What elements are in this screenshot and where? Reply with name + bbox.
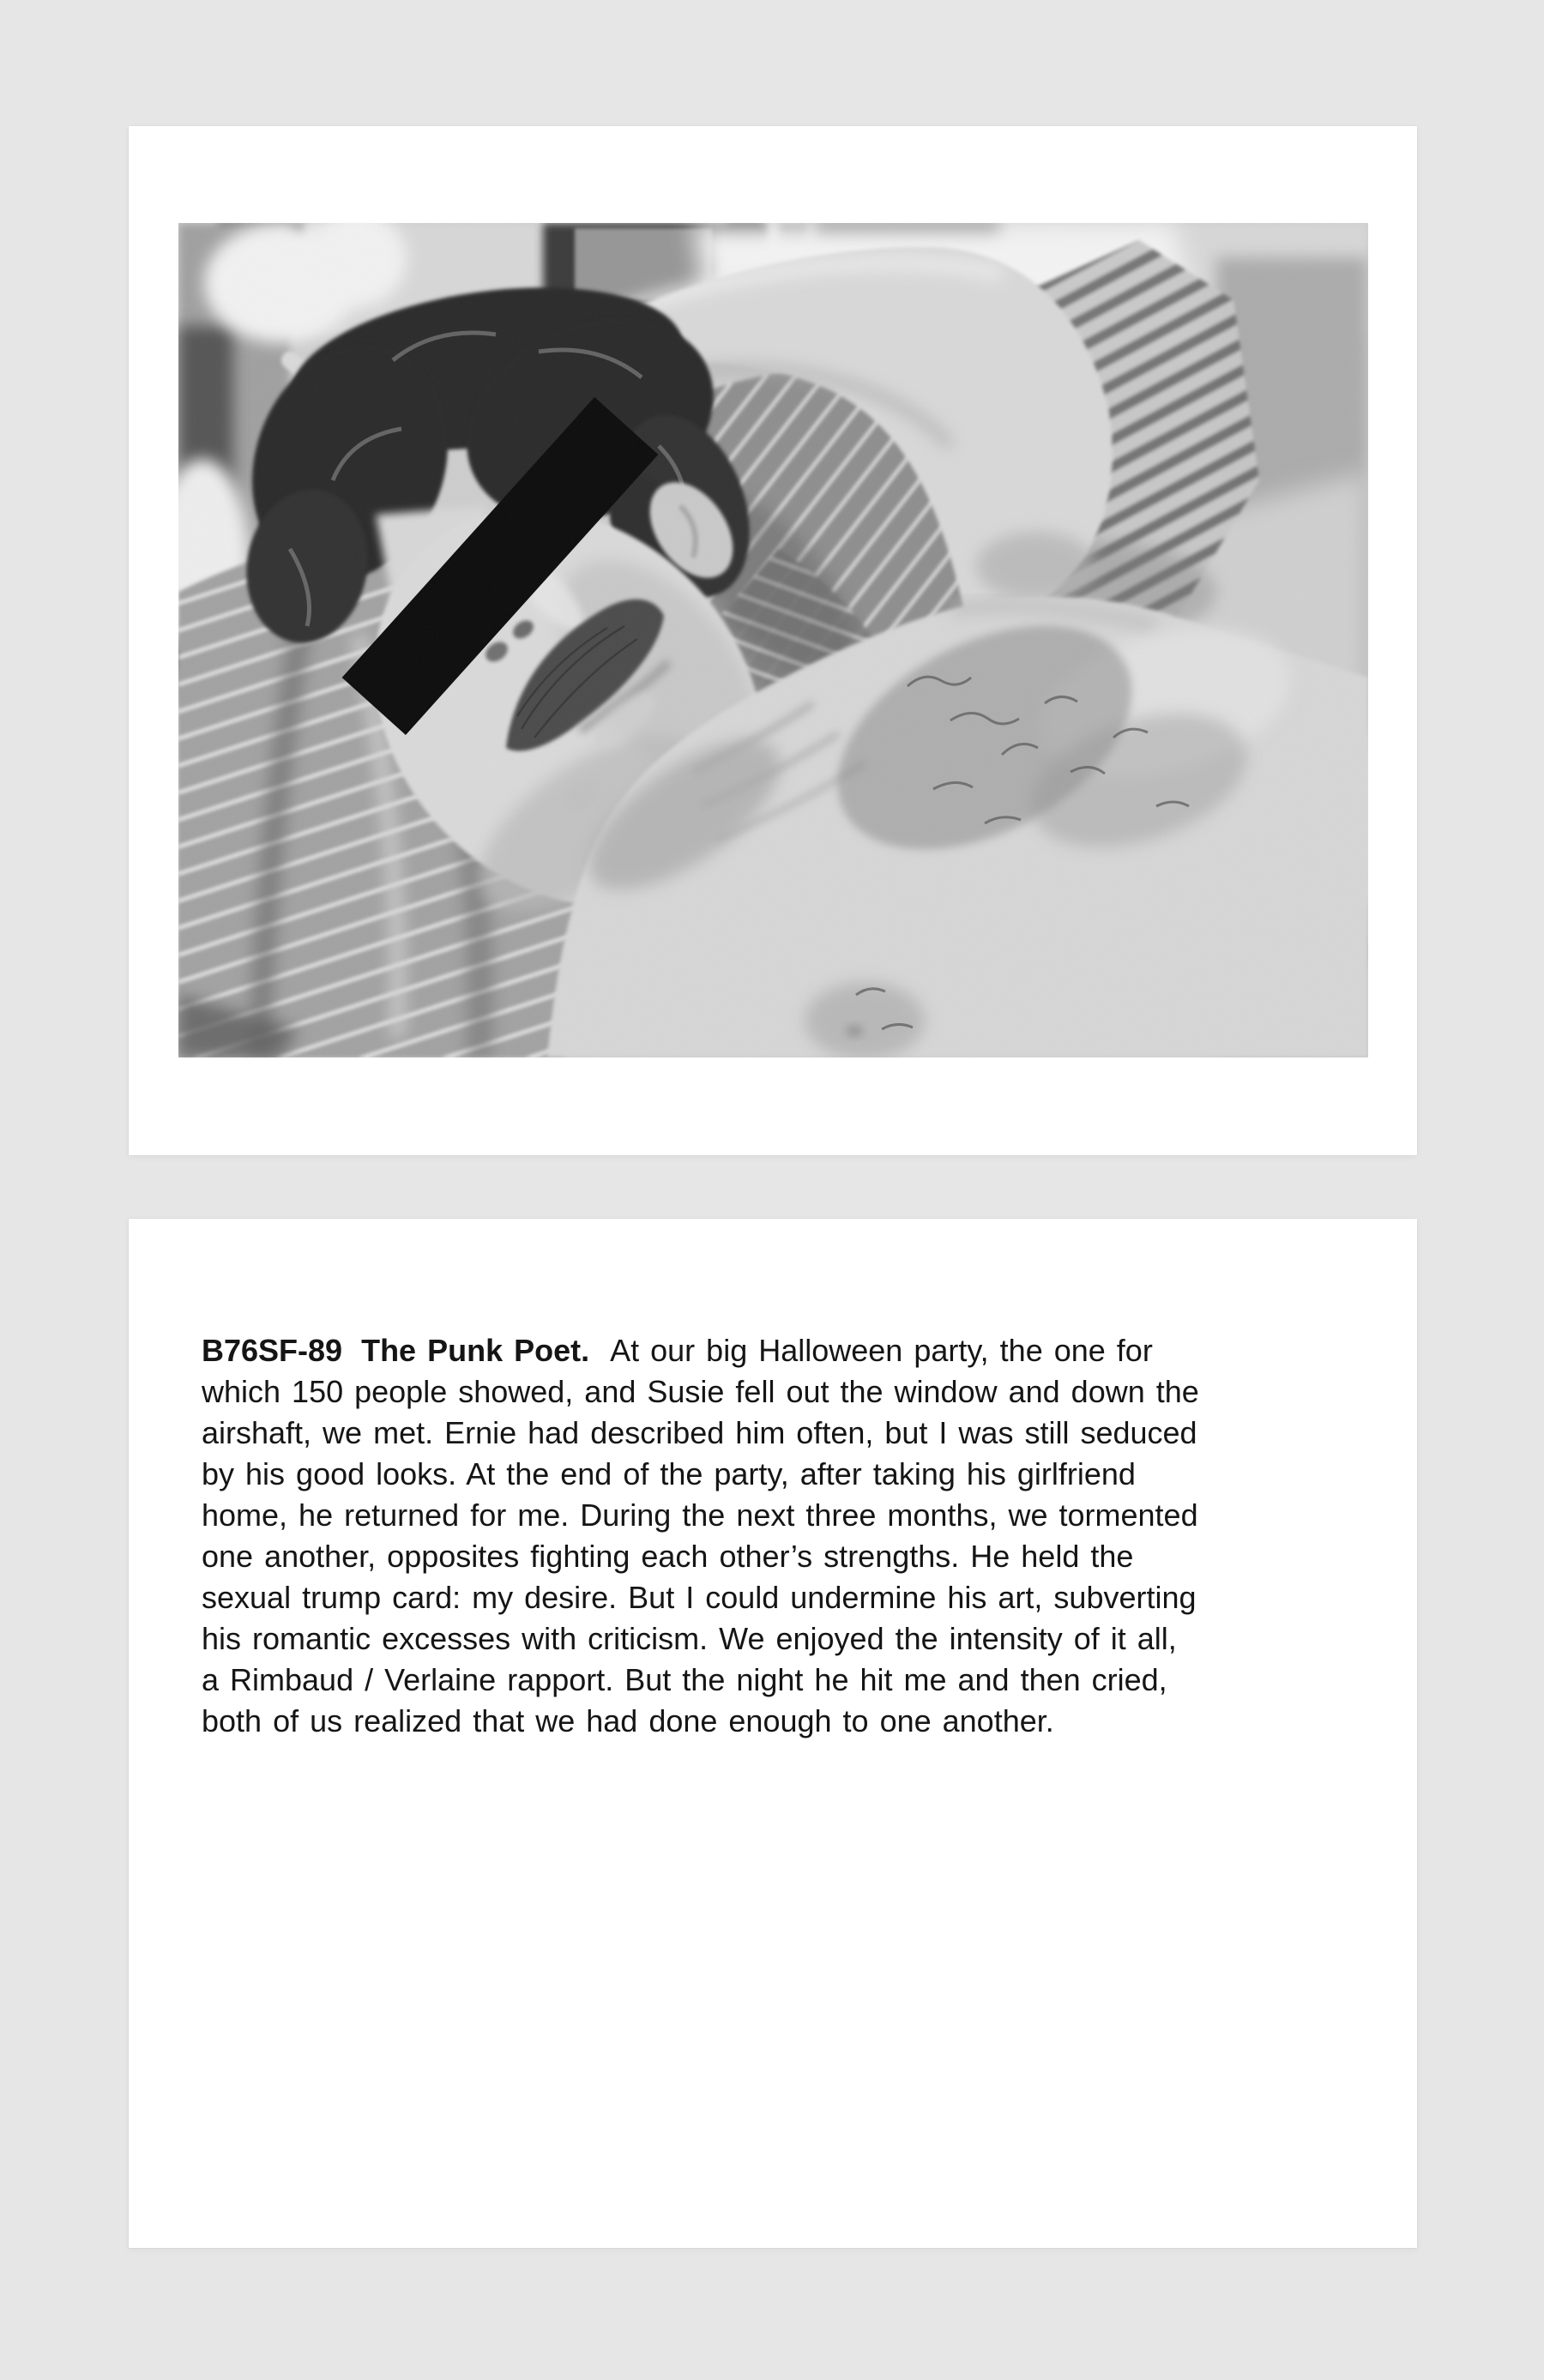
caption-line: airshaft, we met. Ernie had described him often, but I was still seduced bbox=[202, 1415, 1197, 1450]
caption-line: both of us realized that we had done enough to one another. bbox=[202, 1703, 1054, 1738]
caption-line: home, he returned for me. During the next three months, we tormented bbox=[202, 1497, 1198, 1533]
caption-opening: At our big Halloween party, the one for bbox=[610, 1333, 1153, 1368]
caption-line bbox=[202, 1330, 1378, 1371]
catalog-number: B76SF-89 bbox=[202, 1333, 343, 1368]
text-panel bbox=[129, 1219, 1417, 2248]
caption-line: a Rimbaud / Verlaine rapport. But the night he hit me and then cried, bbox=[202, 1662, 1167, 1697]
caption-line: which 150 people showed, and Susie fell out the window and down the bbox=[202, 1374, 1199, 1409]
caption-line: one another, opposites fighting each other’s strengths. He held the bbox=[202, 1539, 1134, 1574]
photo-illustration bbox=[178, 223, 1368, 1057]
caption-line: his romantic excesses with criticism. We enjoyed the intensity of it all, bbox=[202, 1621, 1177, 1656]
caption-text bbox=[202, 1330, 1378, 1742]
artwork-title: The Punk Poet. bbox=[361, 1333, 590, 1368]
photo-panel bbox=[129, 126, 1417, 1155]
film-grain-overlay bbox=[178, 223, 1368, 1057]
photograph bbox=[178, 223, 1368, 1057]
caption-line: sexual trump card: my desire. But I could undermine his art, subverting bbox=[202, 1580, 1197, 1615]
caption-line: by his good looks. At the end of the party, after taking his girlfriend bbox=[202, 1456, 1136, 1491]
